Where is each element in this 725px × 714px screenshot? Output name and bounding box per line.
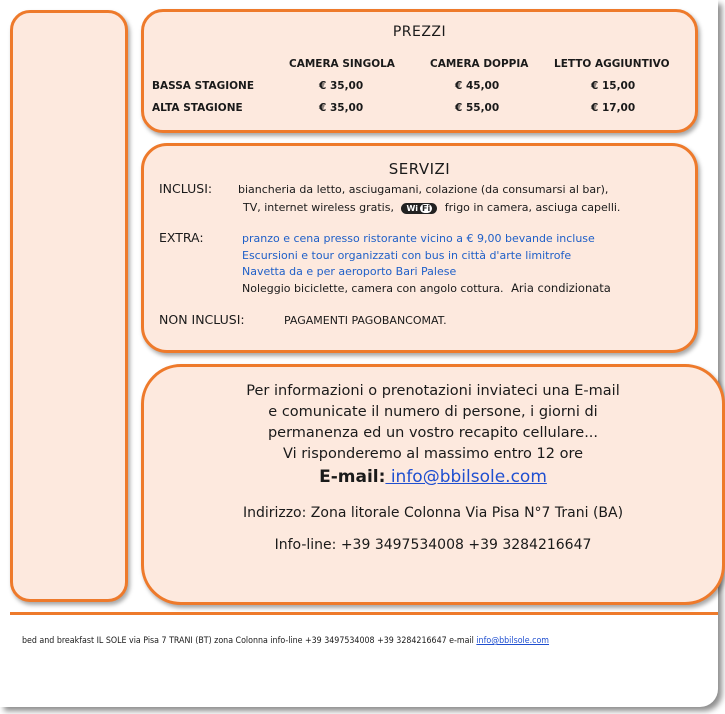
infoline: Info-line: +39 3497534008 +39 3284216647 bbox=[274, 537, 592, 553]
contact-line: permanenza ed un vostro recapito cellulare... bbox=[267, 425, 599, 441]
column-header: CAMERA SINGOLA bbox=[289, 58, 395, 70]
wifi-icon: Wi Fi bbox=[401, 203, 437, 214]
footer-email-link[interactable]: info@bbilsole.com bbox=[476, 636, 550, 646]
sidebar-panel bbox=[10, 10, 128, 602]
row-label: ALTA STAGIONE bbox=[152, 102, 243, 114]
email-link[interactable]: info@bbilsole.com bbox=[385, 467, 547, 487]
contatti-panel bbox=[141, 364, 725, 605]
inclusi-line bbox=[243, 201, 620, 214]
column-header: LETTO AGGIUNTIVO bbox=[554, 58, 670, 70]
price-cell: € 55,00 bbox=[455, 102, 500, 114]
price-cell: € 17,00 bbox=[591, 102, 636, 114]
price-cell: € 35,00 bbox=[319, 102, 364, 114]
footer-divider bbox=[10, 612, 718, 615]
price-cell: € 45,00 bbox=[455, 80, 500, 92]
contact-line: e comunicate il numero di persone, i giorni di bbox=[268, 404, 598, 420]
price-cell: € 35,00 bbox=[319, 80, 364, 92]
non-inclusi-label: NON INCLUSI: bbox=[159, 312, 245, 327]
inclusi-label: INCLUSI: bbox=[159, 181, 213, 196]
servizi-panel bbox=[141, 143, 698, 353]
inclusi-line: biancheria da letto, asciugamani, colazione (da consumarsi al bar), bbox=[238, 183, 609, 196]
prezzi-panel bbox=[141, 9, 698, 133]
price-cell: € 15,00 bbox=[591, 80, 636, 92]
column-header: CAMERA DOPPIA bbox=[430, 58, 529, 70]
extra-line: Navetta da e per aeroporto Bari Palese bbox=[242, 265, 457, 278]
inclusi-line-text: TV, internet wireless gratis, bbox=[243, 201, 394, 214]
servizi-title: SERVIZI bbox=[388, 160, 451, 178]
extra-label: EXTRA: bbox=[159, 230, 204, 245]
footer-text: bed and breakfast IL SOLE via Pisa 7 TRANI (BT) zona Colonna info-line +39 3497534008 +39 3284216647 e-mail bbox=[22, 636, 477, 646]
email-row bbox=[144, 467, 722, 487]
extra-line: Escursioni e tour organizzati con bus in città d'arte limitrofe bbox=[242, 249, 572, 262]
contact-line: Per informazioni o prenotazioni inviateci una E-mail bbox=[246, 383, 620, 399]
non-inclusi-text: PAGAMENTI PAGOBANCOMAT. bbox=[284, 314, 447, 327]
email-label: E-mail: bbox=[319, 467, 386, 487]
contact-line: Vi risponderemo al massimo entro 12 ore bbox=[282, 446, 584, 462]
inclusi-line-text: frigo in camera, asciuga capelli. bbox=[444, 201, 621, 214]
address-line: Indirizzo: Zona litorale Colonna Via Pisa N°7 Trani (BA) bbox=[242, 505, 624, 521]
prezzi-title: PREZZI bbox=[392, 24, 447, 40]
footer bbox=[22, 636, 549, 646]
extra-line: pranzo e cena presso ristorante vicino a € 9,00 bevande incluse bbox=[242, 232, 595, 245]
row-label: BASSA STAGIONE bbox=[152, 80, 255, 92]
extra-line: Noleggio biciclette, camera con angolo cottura. Aria condizionata bbox=[242, 281, 611, 295]
